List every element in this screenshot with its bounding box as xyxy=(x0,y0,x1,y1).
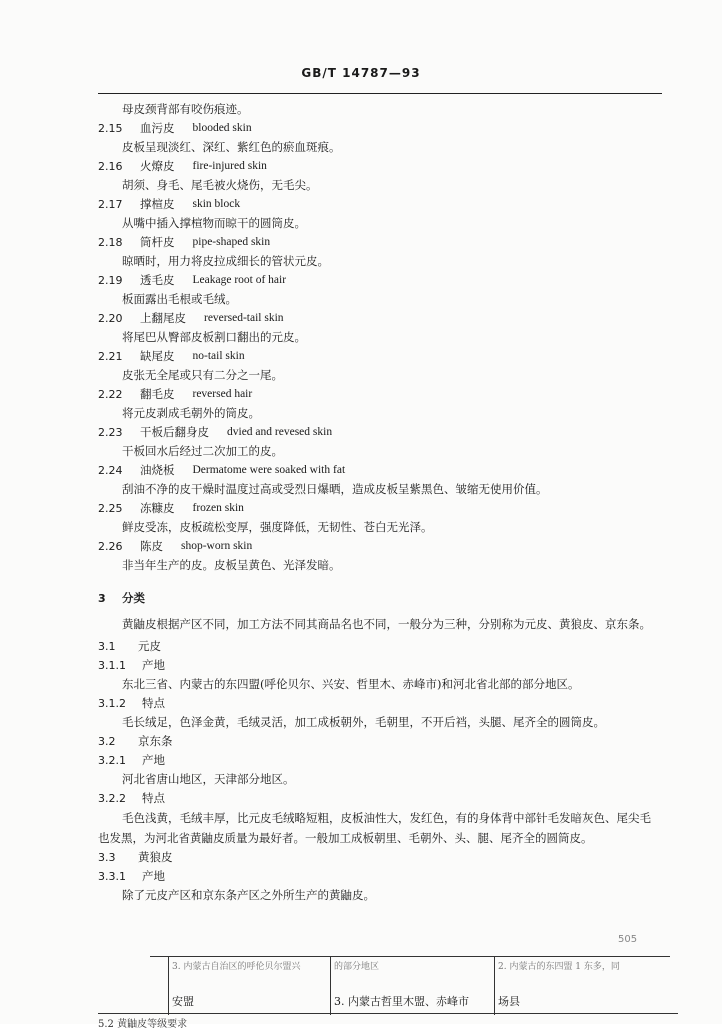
subsection-title: 黄狼皮 xyxy=(138,850,173,864)
term-english: Leakage root of hair xyxy=(192,274,287,286)
term-number: 2.25 xyxy=(98,502,123,515)
subsection-title: 元皮 xyxy=(138,639,161,653)
term-chinese: 筒杆皮 xyxy=(140,235,175,249)
term-english: shop-worn skin xyxy=(181,540,253,552)
table-faint-text: 2. 内蒙古的东四盟 1 东多，同 xyxy=(498,962,620,972)
term-number: 2.22 xyxy=(98,388,123,401)
term-description: 板面露出毛根或毛绒。 xyxy=(122,292,237,306)
subsubsection-heading xyxy=(98,656,662,675)
subsubsection-title: 特点 xyxy=(142,696,165,710)
subsubsection-heading xyxy=(98,789,662,808)
term-heading xyxy=(98,195,662,214)
subsection-number: 3.2 xyxy=(98,735,116,748)
section-intro-paragraph: 黄鼬皮根据产区不同，加工方法不同其商品名也不同，一般分为三种，分别称为元皮、黄狼皮、京东条。 xyxy=(122,617,651,631)
term-number: 2.18 xyxy=(98,236,123,249)
subsubsection-text: 河北省唐山地区，天津部分地区。 xyxy=(122,772,295,786)
term-description: 干板回水后经过二次加工的皮。 xyxy=(122,444,283,458)
term-chinese: 透毛皮 xyxy=(140,273,175,287)
subsubsection-heading xyxy=(98,867,662,886)
term-english: fire-injured skin xyxy=(192,160,267,172)
subsubsection-title: 产地 xyxy=(142,753,165,767)
table-cell: 3. 内蒙古哲里木盟、赤峰市 xyxy=(334,995,469,1008)
subsubsection-number: 3.2.2 xyxy=(98,792,126,805)
term-heading xyxy=(98,271,662,290)
subsubsection-heading xyxy=(98,751,662,770)
term-chinese: 撑楦皮 xyxy=(140,197,175,211)
bottom-table-fragment xyxy=(150,956,670,1015)
term-english: Dermatome were soaked with fat xyxy=(192,464,346,476)
term-heading xyxy=(98,537,662,556)
table-faint-text: 3. 内蒙古自治区的呼伦贝尔盟兴 xyxy=(172,962,301,972)
subsection-heading xyxy=(98,848,662,867)
term-chinese: 干板后翻身皮 xyxy=(140,425,209,439)
term-heading xyxy=(98,499,662,518)
term-description: 皮张无全尾或只有二分之一尾。 xyxy=(122,368,283,382)
term-number: 2.16 xyxy=(98,160,123,173)
section-heading xyxy=(98,589,662,608)
term-english: blooded skin xyxy=(192,122,252,134)
subsubsection-number: 3.2.1 xyxy=(98,754,126,767)
term-description: 刮油不净的皮干燥时温度过高或受烈日爆晒，造成皮板呈紫黑色、皱缩无使用价值。 xyxy=(122,482,548,496)
term-description: 皮板呈现淡红、深红、紫红色的瘀血斑痕。 xyxy=(122,140,341,154)
term-number: 2.20 xyxy=(98,312,123,325)
term-heading xyxy=(98,119,662,138)
term-description: 将尾巴从臀部皮板割口翻出的元皮。 xyxy=(122,330,306,344)
section-number: 3 xyxy=(98,592,106,605)
term-number: 2.24 xyxy=(98,464,123,477)
term-description: 将元皮剥成毛朝外的筒皮。 xyxy=(122,406,260,420)
term-number: 2.21 xyxy=(98,350,123,363)
table-column-divider xyxy=(494,957,495,1015)
term-number: 2.19 xyxy=(98,274,123,287)
term-chinese: 油烧板 xyxy=(140,463,175,477)
term-english: dvied and revesed skin xyxy=(227,426,333,438)
term-chinese: 火燎皮 xyxy=(140,159,175,173)
table-cell: 场县 xyxy=(498,995,520,1008)
subsubsection-number: 3.1.2 xyxy=(98,697,126,710)
subsection-heading xyxy=(98,732,662,751)
table-bottom-rule xyxy=(98,1013,678,1014)
subsubsection-number: 3.3.1 xyxy=(98,870,126,883)
term-heading xyxy=(98,309,662,328)
term-chinese: 翻毛皮 xyxy=(140,387,175,401)
term-english: frozen skin xyxy=(192,502,244,514)
subsubsection-title: 产地 xyxy=(142,658,165,672)
term-chinese: 血污皮 xyxy=(140,121,175,135)
term-description: 鲜皮受冻，皮板疏松变厚，强度降低，无韧性、苍白无光泽。 xyxy=(122,520,433,534)
term-chinese: 上翻尾皮 xyxy=(140,311,186,325)
subsection-heading xyxy=(98,637,662,656)
term-description: 非当年生产的皮。皮板呈黄色、光泽发暗。 xyxy=(122,558,341,572)
term-number: 2.26 xyxy=(98,540,123,553)
term-heading xyxy=(98,157,662,176)
header-rule xyxy=(98,93,662,94)
subsubsection-title: 特点 xyxy=(142,791,165,805)
term-chinese: 冻糠皮 xyxy=(140,501,175,515)
term-heading xyxy=(98,423,662,442)
standard-number-header: GB/T 14787—93 xyxy=(301,66,421,80)
subsection-number: 3.3 xyxy=(98,851,116,864)
term-description: 从嘴中插入撑楦物而晾干的圆筒皮。 xyxy=(122,216,306,230)
subsubsection-heading xyxy=(98,694,662,713)
term-number: 2.15 xyxy=(98,122,123,135)
term-description: 晾晒时，用力将皮拉成细长的管状元皮。 xyxy=(122,254,329,268)
table-column-divider xyxy=(330,957,331,1015)
subsubsection-number: 3.1.1 xyxy=(98,659,126,672)
subsubsection-text: 除了元皮产区和京东条产区之外所生产的黄鼬皮。 xyxy=(122,888,375,902)
term-english: reversed-tail skin xyxy=(204,312,284,324)
section-title: 分类 xyxy=(122,591,145,605)
term-heading xyxy=(98,233,662,252)
term-number: 2.23 xyxy=(98,426,123,439)
table-column-divider xyxy=(168,957,169,1015)
page-number: 505 xyxy=(618,934,638,945)
intro-line: 母皮颈背部有咬伤痕迹。 xyxy=(122,102,249,116)
cut-off-heading: 5.2 黄鼬皮等级要求 xyxy=(98,1019,188,1030)
table-cell: 安盟 xyxy=(172,995,194,1008)
subsubsection-title: 产地 xyxy=(142,869,165,883)
subsection-title: 京东条 xyxy=(138,734,173,748)
subsubsection-text: 毛长绒足，色泽金黄，毛绒灵活，加工成板朝外，毛朝里，不开后裆，头腿、尾齐全的圆筒皮。 xyxy=(122,715,605,729)
page-content xyxy=(98,100,662,905)
term-description: 胡须、身毛、尾毛被火烧伤，无毛尖。 xyxy=(122,178,318,192)
subsubsection-paragraph: 毛色浅黄，毛绒丰厚，比元皮毛绒略短粗，皮板油性大，发红色，有的身体背中部针毛发暗灰色、尾尖毛也发黑，为河北省黄鼬皮质量为最好者。一般加工成板朝里、毛朝外、头、腿、尾齐全的圆筒皮。 xyxy=(98,811,651,845)
table-faint-text: 的部分地区 xyxy=(334,962,380,972)
term-heading xyxy=(98,385,662,404)
term-chinese: 陈皮 xyxy=(140,539,163,553)
term-number: 2.17 xyxy=(98,198,123,211)
term-chinese: 缺尾皮 xyxy=(140,349,175,363)
term-heading xyxy=(98,461,662,480)
term-heading xyxy=(98,347,662,366)
term-english: pipe-shaped skin xyxy=(192,236,271,248)
subsubsection-text: 东北三省、内蒙古的东四盟(呼伦贝尔、兴安、哲里木、赤峰市)和河北省北部的部分地区。 xyxy=(122,677,580,691)
term-english: reversed hair xyxy=(192,388,253,400)
term-english: skin block xyxy=(192,198,241,210)
subsection-number: 3.1 xyxy=(98,640,116,653)
term-english: no-tail skin xyxy=(192,350,245,362)
